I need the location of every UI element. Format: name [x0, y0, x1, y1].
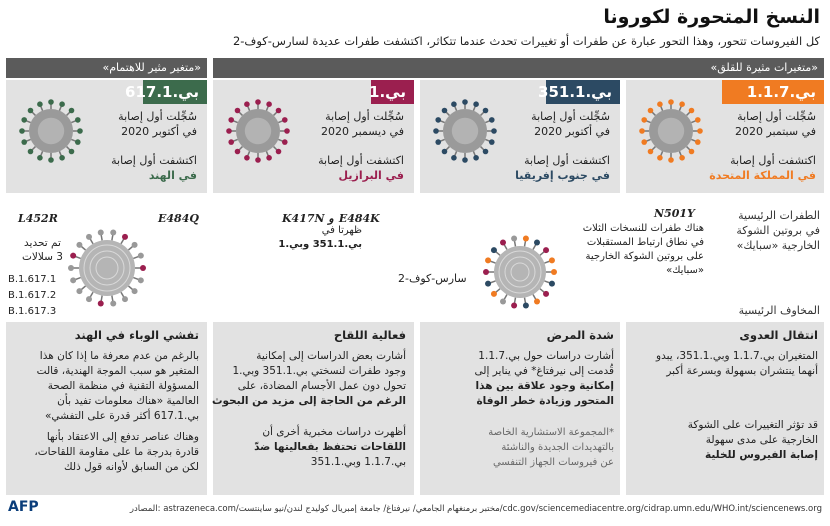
virus-icon-b1617 — [16, 96, 86, 166]
sars-cov-2-icon — [480, 232, 560, 312]
risk-text-india-2: وهناك عناصر تدفع إلى الاعتقاد بأنها قادرة بدرجة ما على مقاومة اللقاحات، لكن من السابق لأوانه قول ذلك — [34, 431, 199, 473]
risk-title-vaccine: فعالية اللقاح — [333, 328, 406, 342]
afp-logo: AFP — [8, 499, 39, 515]
strain-list — [8, 272, 56, 320]
virus-icon-b117 — [636, 96, 706, 166]
b117-found: اكتشفت أول إصابة في المملكة المتحدة — [709, 154, 816, 182]
risks-heading: المخاوف الرئيسية — [738, 304, 820, 317]
variant-label-b1351: بي.351.1 — [546, 80, 620, 104]
b1351-found: اكتشفت أول إصابة في جنوب إفريقيا — [515, 154, 610, 182]
risk-title-transmission: انتقال العدوى — [739, 328, 818, 342]
group-concern: «متغيرات مثيرة للقلق» — [213, 58, 824, 78]
risk-title-india: تفشي الوباء في الهند — [74, 328, 199, 342]
risk-text-transmission: المتغيران بي.1.1.7 وبي.351.1، يبدو أنهما ينتشران بسهولة وبسرعة أكبر — [656, 350, 818, 377]
virus-icon-p1 — [223, 96, 293, 166]
n501y-label: N501Y — [654, 207, 695, 220]
risk-note-severity: *المجموعة الاستشارية الخاصة بالتهديدات الجديدة والناشئة عن فيروسات الجهاز التنفسي — [488, 427, 614, 468]
risk-text-transmission-2: قد تؤثر التغييرات على الشوكة الخارجية على مدى سهولة إصابة الفيروس للخلية — [687, 419, 818, 461]
l452r-label: L452R — [18, 212, 58, 225]
page-title: النسخ المتحورة لكورونا — [603, 6, 820, 28]
n501y-desc: هناك طفرات للنسخات الثلاث في نطاق ارتباط المستقبلات على بروتين الشوكة الخارجية «سبايك» — [582, 223, 704, 276]
strain-item: B.1.617.2 — [8, 290, 57, 301]
e484k-label: E484K — [338, 212, 380, 225]
risk-text-vaccine-2: أظهرت دراسات مخبرية أخرى أن اللقاحات تحتفظ بفعاليتها ضدّ بي.1.1.7 وبي.351.1 — [254, 426, 406, 468]
b1617-virus-icon — [64, 225, 150, 311]
p1-recorded: سُجِّلت أول إصابة في ديسمبر 2020 — [321, 110, 404, 138]
variant-label-p1: بي.1 — [371, 80, 414, 104]
k417n-label: و K417N — [282, 212, 334, 225]
group-interest: «متغير مثير للاهتمام» — [6, 58, 207, 78]
b117-recorded: سُجِّلت أول إصابة في سبتمبر 2020 — [734, 110, 816, 138]
risk-title-severity: شدة المرض — [546, 328, 614, 342]
page-subtitle: كل الفيروسات تتحور، وهذا التحور عبارة عن طفرات أو تغييرات تحدث عندما تتكاثر، اكتشفت طفرات عديدة لسارس-كوف-2 — [232, 34, 820, 48]
e484k-desc: ظهرتا في بي.351.1 وبي.1 — [278, 225, 362, 250]
strain-item: B.1.617.1 — [8, 274, 57, 285]
b1617-recorded: سُجِّلت أول إصابة في أكتوبر 2020 — [118, 110, 197, 138]
variant-label-b1617: بي.617.1 — [143, 80, 207, 104]
strain-item: B.1.617.3 — [8, 306, 57, 317]
risk-text-severity: أشارت دراسات حول بي.1.1.7 قُدمت إلى نيرفتاغ* في يناير إلى إمكانية وجود علاقة بين هذا المتحور وزيادة خطر الوفاة — [474, 350, 614, 407]
risk-box-transmission — [626, 322, 824, 495]
mutations-heading: الطفرات الرئيسية في بروتين الشوكة الخارجية «سبايك» — [736, 209, 820, 252]
b1351-recorded: سُجِّلت أول إصابة في أكتوبر 2020 — [531, 110, 610, 138]
sources: المصادر: astrazeneca.com/مختبر برمنغهام الجامعي/ نيرفتاغ/ جامعة إمبريال كوليدج لندن/نيو ساينتست/cdc.gov/sciencemediacentre.org/cidrap.umn.edu/WHO.int/sciencenews.org — [129, 504, 822, 514]
risk-text-vaccine: أشارت بعض الدراسات إلى إمكانية وجود طفرات لنسختي بي.351.1 وبي.1 تحول دون عمل الأجسام المضادة، على الرغم من الحاجة إلى مزيد من البحوث — [211, 350, 406, 407]
strains-detected: تم تحديد 3 سلالات — [22, 237, 63, 263]
p1-found: اكتشفت أول إصابة في البرازيل — [318, 154, 404, 182]
variant-label-b117: بي.1.1.7 — [722, 80, 824, 104]
virus-icon-b1351 — [430, 96, 500, 166]
b1617-found: اكتشفت أول إصابة في الهند — [111, 154, 197, 182]
e484q-label: E484Q — [158, 212, 199, 225]
risk-text-india: بالرغم من عدم معرفة ما إذا كان هذا المتغير هو سبب الموجة الهندية، قالت المسؤولة التقنية في منظمة الصحة العالمية «هناك معلومات تفيد بأن بي.617.1 أكثر قدرة على التفشي» — [36, 350, 199, 422]
sars-label: سارس-كوف-2 — [398, 272, 467, 285]
